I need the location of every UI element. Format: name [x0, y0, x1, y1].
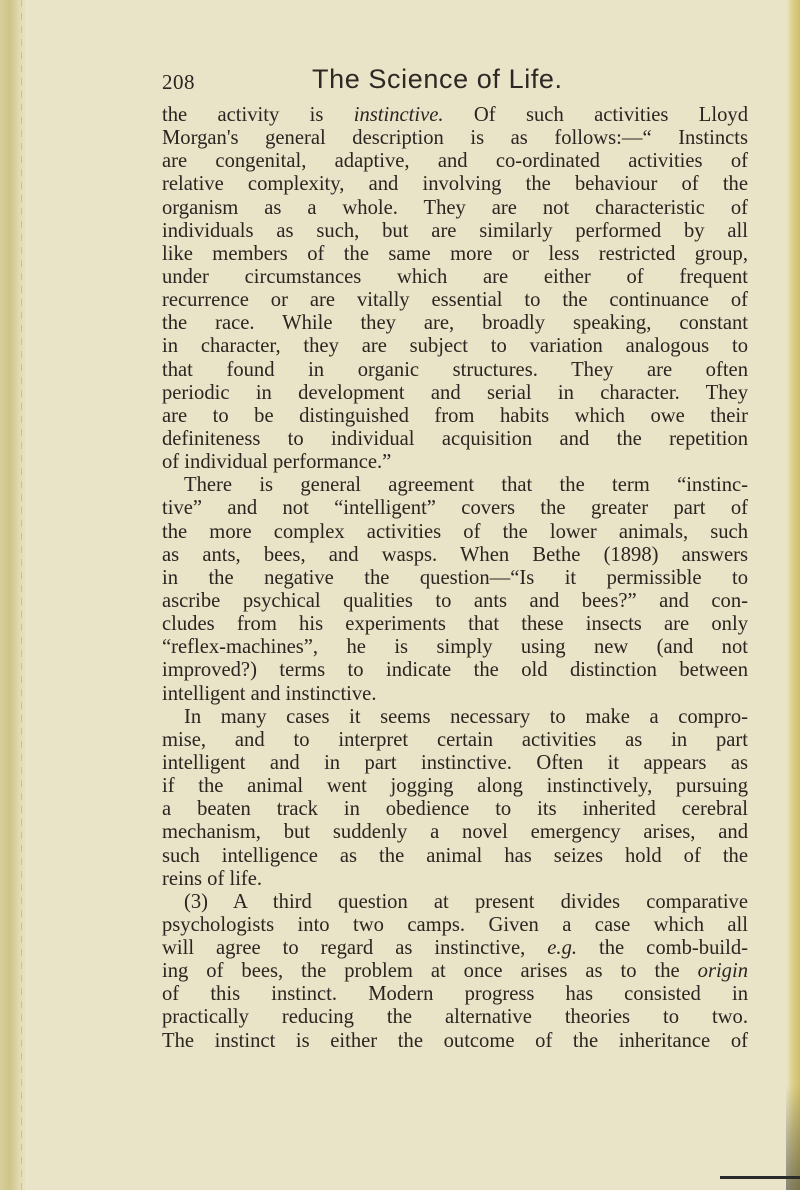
text-line [162, 150, 748, 173]
text-line [162, 752, 748, 775]
text-line [162, 127, 748, 150]
text-line [162, 243, 748, 266]
text-line [162, 891, 748, 914]
text-line [162, 405, 748, 428]
text-line [162, 798, 748, 821]
text-run: in the negative the question—“Is it permissible to [162, 566, 748, 589]
text-run: mise, and to interpret certain activities as in part [162, 728, 748, 751]
text-run: ing of bees, the problem at once arises as to the [162, 960, 698, 983]
text-line [162, 266, 748, 289]
text-run: intelligent and in part instinctive. Often it appears as [162, 751, 748, 774]
text-line [162, 312, 748, 335]
text-line [162, 729, 748, 752]
text-line [162, 359, 748, 382]
text-line [162, 382, 748, 405]
text-run: improved?) terms to indicate the old distinction between [162, 659, 748, 682]
text-run: ascribe psychical qualities to ants and bees?” and con- [162, 589, 748, 612]
text-run: relative complexity, and involving the behaviour of the [162, 173, 748, 196]
text-line [162, 1030, 748, 1053]
text-run: individuals as such, but are similarly performed by all [162, 219, 748, 242]
text-run: mechanism, but suddenly a novel emergency arises, and [162, 821, 748, 844]
text-line [162, 845, 748, 868]
text-line [162, 960, 748, 983]
text-line [162, 451, 748, 474]
text-run: under circumstances which are either of frequent [162, 265, 748, 288]
text-run: tive” and not “intelligent” covers the greater part of [162, 497, 748, 520]
body-text [162, 104, 748, 1053]
page-number: 208 [162, 70, 195, 94]
text-run: In many cases it seems necessary to make a compro- [184, 705, 748, 728]
text-run: like members of the same more or less restricted group, [162, 242, 748, 265]
text-line [162, 636, 748, 659]
text-run: practically reducing the alternative theories to two. [162, 1006, 748, 1029]
text-line [162, 567, 748, 590]
text-run: are to be distinguished from habits which owe their [162, 404, 748, 427]
page-right-edge [786, 0, 800, 1190]
text-line [162, 590, 748, 613]
text-line [162, 497, 748, 520]
text-run: in character, they are subject to variation analogous to [162, 335, 748, 358]
text-run: of individual performance.” [162, 451, 392, 474]
text-line [162, 220, 748, 243]
text-run: cludes from his experiments that these insects are only [162, 613, 748, 636]
text-line [162, 613, 748, 636]
book-page [162, 60, 748, 1053]
text-run: reins of life. [162, 867, 263, 890]
text-line [162, 868, 748, 891]
text-run: the activity is [162, 104, 354, 126]
text-line [162, 521, 748, 544]
text-run: The instinct is either the outcome of the inheritance of [162, 1029, 748, 1052]
text-run: organism as a whole. They are not characteristic of [162, 196, 748, 219]
text-line [162, 474, 748, 497]
italic-text: instinctive. [353, 104, 444, 126]
text-run: (3) A third question at present divides comparative [184, 890, 748, 913]
text-line [162, 173, 748, 196]
italic-text: origin [697, 960, 748, 983]
text-line [162, 683, 748, 706]
italic-text: e.g. [547, 937, 578, 960]
text-run: There is general agreement that the term “instinc- [184, 474, 748, 497]
text-run: recurrence or are vitally essential to the continuance of [162, 289, 748, 312]
text-line [162, 706, 748, 729]
text-run: psychologists into two camps. Given a case which all [162, 913, 748, 936]
text-run: definiteness to individual acquisition and the repetition [162, 427, 748, 450]
book-title: The Science of Life. [312, 64, 563, 94]
text-run: such intelligence as the animal has seizes hold of the [162, 844, 748, 867]
text-line [162, 914, 748, 937]
text-run: a beaten track in obedience to its inherited cerebral [162, 798, 748, 821]
text-line [162, 197, 748, 220]
text-run: will agree to regard as instinctive, [162, 937, 548, 960]
text-run: the more complex activities of the lower animals, such [162, 520, 748, 543]
running-head [162, 60, 748, 104]
text-run: intelligent and instinctive. [162, 682, 377, 705]
text-run: as ants, bees, and wasps. When Bethe (1898) answers [162, 543, 748, 566]
page-bottom-rule [720, 1176, 800, 1179]
book-gutter [0, 0, 28, 1190]
text-line [162, 659, 748, 682]
text-run: of this instinct. Modern progress has consisted in [162, 983, 748, 1006]
text-line [162, 821, 748, 844]
text-run: are congenital, adaptive, and co-ordinated activities of [162, 150, 748, 173]
text-line [162, 544, 748, 567]
page-edge-shadow [786, 1085, 800, 1190]
text-run: the race. While they are, broadly speaking, constant [162, 312, 748, 335]
text-run: periodic in development and serial in character. They [162, 381, 748, 404]
text-run: that found in organic structures. They are often [162, 358, 748, 381]
text-line [162, 983, 748, 1006]
text-run: if the animal went jogging along instinctively, pursuing [162, 775, 748, 798]
text-line [162, 775, 748, 798]
text-line [162, 289, 748, 312]
text-line [162, 428, 748, 451]
text-line [162, 1006, 748, 1029]
text-line [162, 335, 748, 358]
text-line [162, 104, 748, 127]
text-run: “reflex-machines”, he is simply using new (and not [162, 636, 748, 659]
text-run: Of such activities Lloyd [443, 104, 748, 126]
text-run: Morgan's general description is as follows:—“ Instincts [162, 127, 748, 150]
text-line [162, 937, 748, 960]
text-run: the comb-build- [577, 937, 748, 960]
